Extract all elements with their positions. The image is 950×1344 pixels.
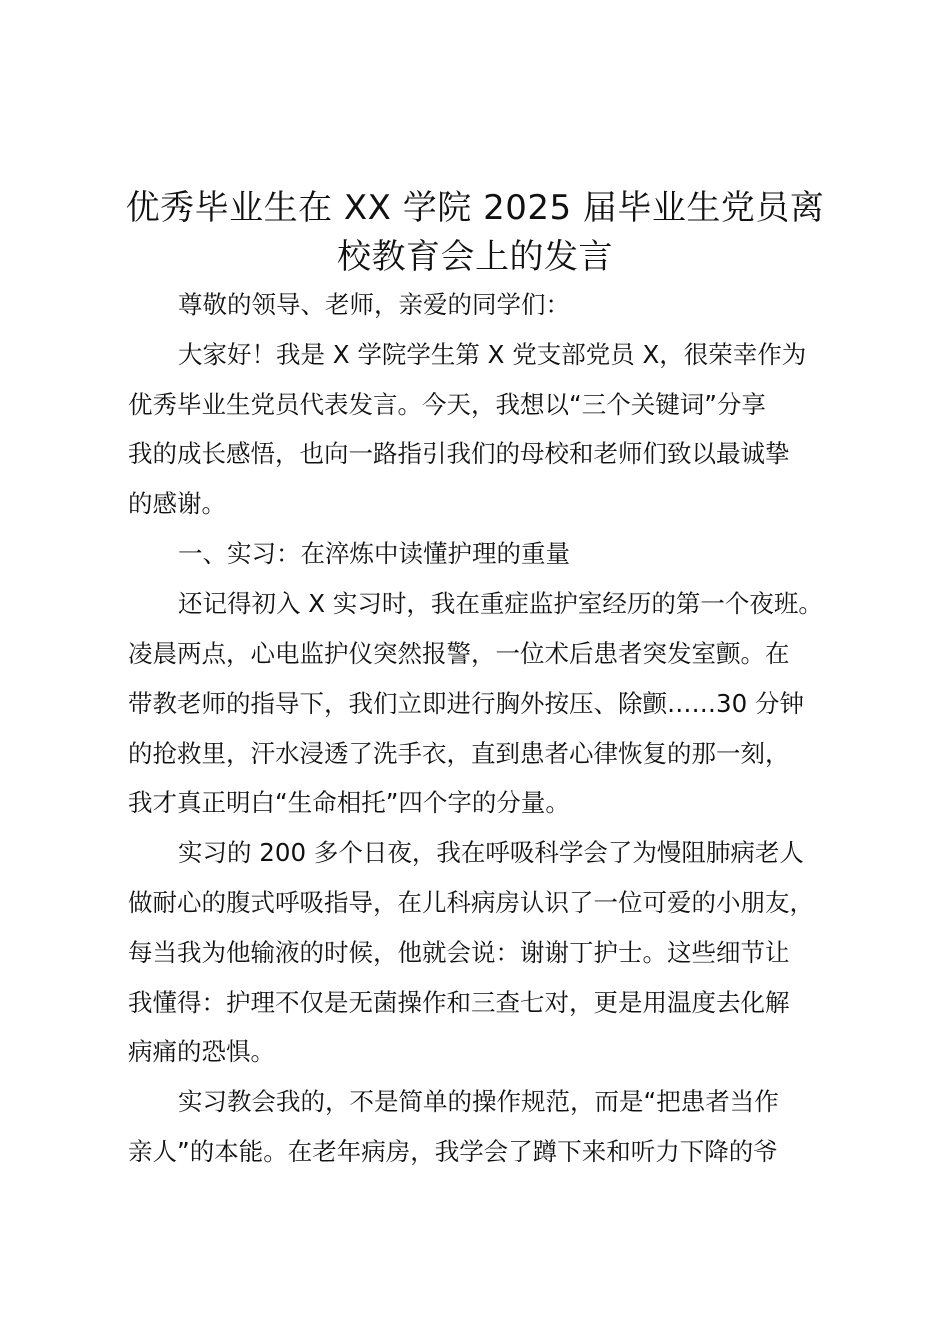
paragraph-line: 病痛的恐惧。 (128, 1037, 275, 1066)
paragraph-line: 每当我为他输液的时候，他就会说：谢谢丁护士。这些细节让 (128, 938, 790, 967)
paragraph-line: 带教老师的指导下，我们立即进行胸外按压、除颤……30 分钟 (128, 689, 804, 718)
document-title-line-2: 校教育会上的发言 (337, 237, 613, 277)
paragraph-line: 大家好！我是 X 学院学生第 X 党支部党员 X，很荣幸作为 (178, 340, 807, 369)
salutation: 尊敬的领导、老师，亲爱的同学们： (178, 290, 570, 319)
document-title-line-1: 优秀毕业生在 XX 学院 2025 届毕业生党员离 (125, 188, 825, 228)
paragraph-line: 优秀毕业生党员代表发言。今天，我想以“三个关键词”分享 (128, 390, 766, 419)
paragraph-line: 的感谢。 (128, 489, 226, 518)
paragraph-line: 做耐心的腹式呼吸指导，在儿科病房认识了一位可爱的小朋友， (128, 888, 814, 917)
paragraph-line: 我的成长感悟，也向一路指引我们的母校和老师们致以最诚挚 (128, 439, 790, 468)
paragraph-line: 实习教会我的，不是简单的操作规范，而是“把患者当作 (178, 1087, 779, 1116)
paragraph-line: 亲人”的本能。在老年病房，我学会了蹲下来和听力下降的爷 (128, 1137, 778, 1166)
section-heading: 一、实习：在淬炼中读懂护理的重量 (178, 539, 570, 568)
paragraph-line: 的抢救里，汗水浸透了洗手衣，直到患者心律恢复的那一刻， (128, 739, 790, 768)
paragraph-line: 我懂得：护理不仅是无菌操作和三查七对，更是用温度去化解 (128, 988, 790, 1017)
paragraph-line: 还记得初入 X 实习时，我在重症监护室经历的第一个夜班。 (178, 589, 823, 618)
paragraph-line: 实习的 200 多个日夜，我在呼吸科学会了为慢阻肺病老人 (178, 838, 804, 867)
paragraph-line: 凌晨两点，心电监护仪突然报警，一位术后患者突发室颤。在 (128, 639, 790, 668)
paragraph-line: 我才真正明白“生命相托”四个字的分量。 (128, 788, 570, 817)
